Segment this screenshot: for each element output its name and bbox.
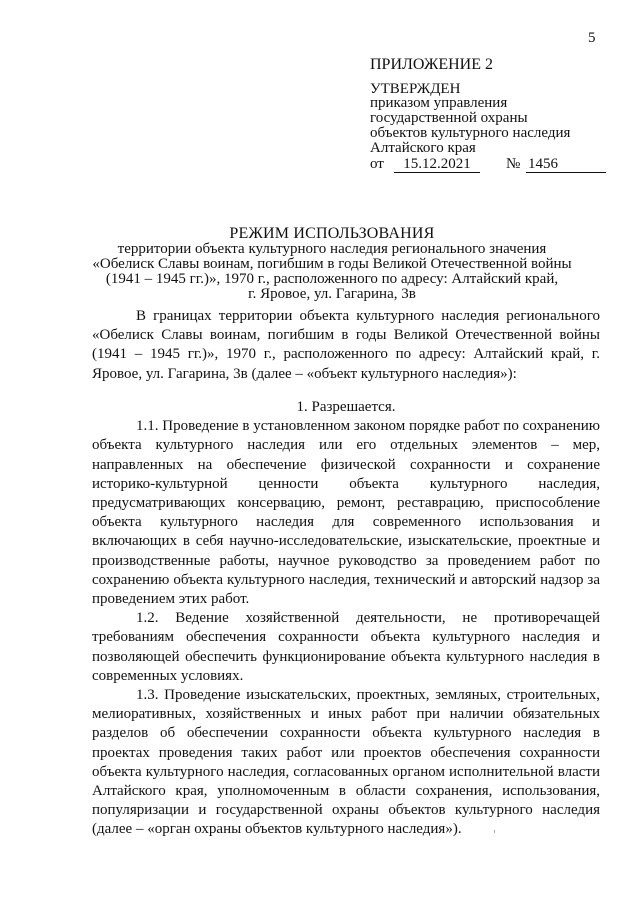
approval-line: объектов культурного наследия [370,125,571,141]
approval-line: государственной охраны [370,110,528,126]
regime-title: РЕЖИМ ИСПОЛЬЗОВАНИЯ [229,225,435,242]
intro-paragraph: В границах территории объекта культурного наследия регионального «Обелиск Славы воинам, погибшим в годы Великой Отечественной войны (1941 – 1945 гг.)», 1970 г., расположенного по адресу: Алтайский край, г. Яровое, ул. Гагарина, 3в (далее – «объект культурного наследия»): [92,308,600,382]
approval-line: приказом управления [370,95,508,111]
item-paragraph: 1.1. Проведение в установленном законом порядке работ по сохранению объекта культурного наследия или его отдельных элементов – мер, направленных на обеспечение физической сохранности и сохранение историко-культурной ценности объекта культурного наследия, предусматривающих консервацию, ремонт, реставрацию, приспособление объекта культурного наследия для современного использования и включающих в себя научно-исследовательские, изыскательские, проектные и производственные работы, научное руководство за проведением работ по сохранению объекта культурного наследия, технический и авторский надзор за проведением этих работ. [92,418,600,608]
section-heading: 1. Разрешается. [296,399,396,415]
order-date: 15.12.2021 [394,157,480,173]
approval-block [370,56,610,173]
regime-subtitle-line: «Обелиск Славы воинам, погибшим в годы Великой Отечественной войны [92,256,572,272]
intro-block [92,307,600,384]
regime-subtitle-line: (1941 – 1945 гг.)», 1970 г., расположенного по адресу: Алтайский край, [105,271,559,287]
item-paragraph: 1.2. Ведение хозяйственной деятельности, не противоречащей требованиям обеспечения сохранности объекта культурного наследия и позволяющей обеспечить функционирование объекта культурного наследия в современных условиях. [92,610,600,684]
date-prefix: от [370,156,384,172]
order-date-number-row [370,157,610,173]
approved-label: УТВЕРЖДЕН [370,81,461,97]
regime-heading [62,225,602,302]
regime-subtitle-line: территории объекта культурного наследия регионального значения [117,241,547,257]
body-block [92,398,600,840]
item-paragraph: 1.3. Проведение изыскательских, проектных, земляных, строительных, мелиоративных, хозяйственных и иных работ при наличии обязательных разделов об обеспечении сохранности объекта культурного наследия в проектах проведения таких работ или проектов обеспечения сохранности объекта культурного наследия, согласованных органом исполнительной власти Алтайского края, уполномоченным в области сохранения, использования, популяризации и государственной охраны объектов культурного наследия (далее – «орган охраны объектов культурного наследия»). [92,687,600,838]
order-number: 1456 [526,157,606,173]
page-number: 5 [588,30,596,46]
number-prefix: № [506,156,521,172]
regime-subtitle-line: г. Яровое, ул. Гагарина, 3в [248,286,416,302]
appendix-title: ПРИЛОЖЕНИЕ 2 [370,56,494,73]
approval-line: Алтайского края [370,140,476,156]
scan-mark [494,830,495,833]
